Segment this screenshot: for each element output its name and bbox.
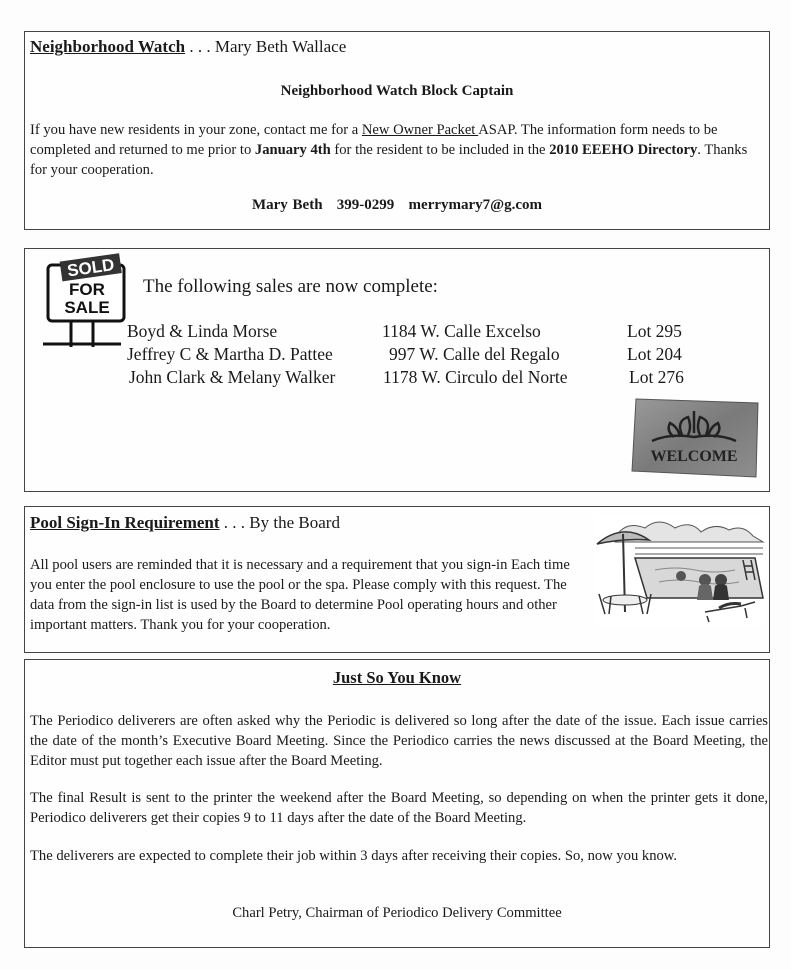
body-text: . Thanks for your cooperation. bbox=[30, 142, 748, 178]
sale-lot: Lot 204 bbox=[627, 344, 682, 364]
neighborhood-watch-title: Neighborhood Watch bbox=[30, 37, 186, 56]
neighborhood-watch-body bbox=[30, 120, 755, 180]
pool-byline: . . . By the Board bbox=[223, 513, 340, 532]
body-text: ASAP. The information form needs to be completed and returned to me prior to bbox=[30, 122, 718, 158]
sale-lot: Lot 295 bbox=[627, 321, 682, 341]
contact-line bbox=[25, 195, 769, 215]
sales-section bbox=[24, 248, 770, 492]
paragraph-1: The Periodico deliverers are often asked why the Periodic is delivered so long after the date of the issue. Each issue carries the date of the month’s Executive Board Meeting. Since the Periodico carries the news discussed at the Board Meeting, the Editor must put together each issue after the Board Meeting. bbox=[30, 713, 768, 769]
new-owner-packet-link: New Owner Packet bbox=[361, 122, 479, 138]
sale-address: 1178 W. Circulo del Norte bbox=[383, 367, 568, 387]
sign-sold-text: SOLD bbox=[66, 255, 116, 281]
neighborhood-watch-byline: . . . Mary Beth Wallace bbox=[189, 37, 347, 56]
contact-email: merrymary7@g.com bbox=[408, 197, 543, 213]
mat-text: WELCOME bbox=[650, 448, 738, 465]
pool-body: All pool users are reminded that it is necessary and a requirement that you sign-in Each time you enter the pool enclosure to use the pool or the spa. Please comply with this request. The data from the sign-in list is used by the Board to determine Pool operating hours and other important matters. Thank you for your cooperation. bbox=[30, 557, 570, 633]
neighborhood-watch-header bbox=[30, 37, 346, 57]
sale-address: 997 W. Calle del Regalo bbox=[389, 344, 560, 364]
deadline-date: January 4th bbox=[254, 142, 331, 158]
sales-heading: The following sales are now complete: bbox=[143, 276, 438, 297]
paragraph-2: The final Result is sent to the printer the weekend after the Board Meeting, so depending on when the printer gets it done, Periodico deliverers get their copies 9 to 11 days after the date of the Board Meeting. bbox=[30, 790, 768, 826]
paragraph-3: The deliverers are expected to complete their job within 3 days after receiving their copies. So, now you know. bbox=[30, 848, 678, 864]
just-so-you-know-title: Just So You Know bbox=[332, 668, 462, 687]
pool-header bbox=[30, 513, 340, 533]
sign-for-text: FOR bbox=[69, 280, 105, 299]
sale-names: Boyd & Linda Morse bbox=[127, 321, 278, 341]
sale-names: Jeffrey C & Martha D. Pattee bbox=[127, 344, 333, 364]
welcome-mat-icon bbox=[630, 397, 760, 479]
sale-address: 1184 W. Calle Excelso bbox=[382, 321, 541, 341]
body-text: If you have new residents in your zone, contact me for a bbox=[30, 122, 362, 138]
sign-sale-text: SALE bbox=[64, 298, 110, 317]
block-captain-subtitle: Neighborhood Watch Block Captain bbox=[280, 83, 514, 99]
pool-title: Pool Sign-In Requirement bbox=[30, 513, 220, 532]
just-so-you-know-section bbox=[24, 659, 770, 948]
sale-names: John Clark & Melany Walker bbox=[129, 367, 336, 387]
for-sale-sign-icon bbox=[41, 251, 137, 351]
pool-section bbox=[24, 506, 770, 653]
contact-phone: 399-0299 bbox=[336, 197, 395, 213]
pool-illustration-icon bbox=[595, 514, 765, 626]
contact-name: Mary Beth bbox=[251, 197, 323, 213]
neighborhood-watch-section bbox=[24, 31, 770, 230]
body-text: for the resident to be included in the bbox=[330, 142, 550, 158]
signature: Charl Petry, Chairman of Periodico Delivery Committee bbox=[232, 905, 562, 921]
directory-name: 2010 EEEHO Directory bbox=[549, 142, 698, 158]
sale-lot: Lot 276 bbox=[629, 367, 684, 387]
